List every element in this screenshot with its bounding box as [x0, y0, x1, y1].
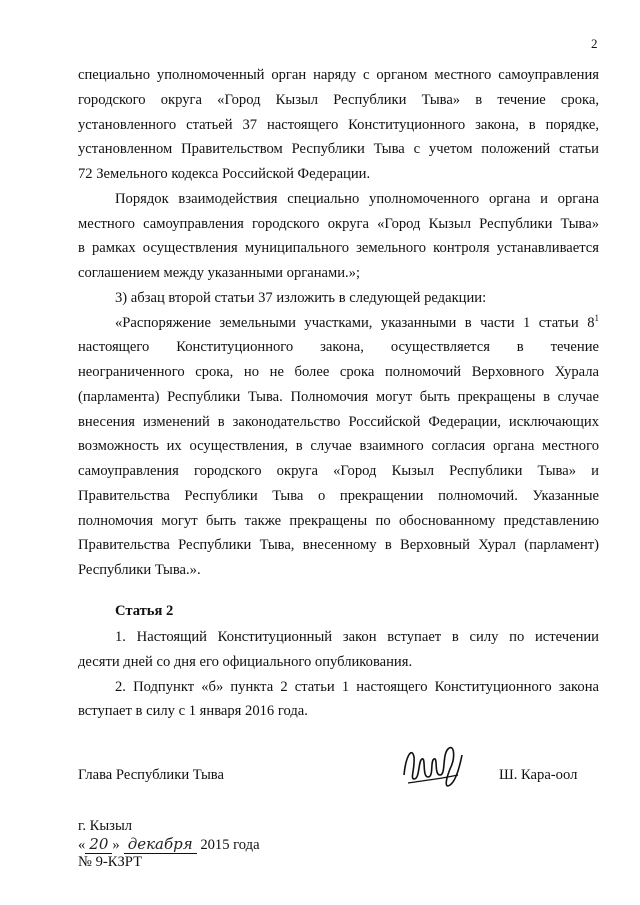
text-line	[78, 653, 599, 671]
law-number: № 9-КЗРТ	[78, 854, 142, 870]
text-line	[115, 314, 599, 332]
text-line	[78, 536, 599, 554]
line-text: 72 Земельного кодекса Российской Федерации.	[78, 166, 371, 182]
text-line	[78, 512, 599, 530]
line-text: Республики Тыва.».	[78, 562, 201, 578]
line-text: установленного статьей 37 настоящего Конституционного закона, в порядке,	[78, 116, 599, 133]
article-heading: Статья 2	[115, 603, 174, 619]
line-text: Правительства Республики Тыва, внесенному в Верховный Хурал (парламент)	[78, 537, 599, 554]
line-text: 1. Настоящий Конституционный закон вступает в силу по истечении	[115, 629, 599, 645]
line-text: местного самоуправления городского округа «Город Кызыл Республики Тыва»	[78, 215, 599, 232]
date-year: 2015 года	[200, 837, 260, 853]
date-open-quote: «	[78, 837, 86, 853]
line-text: Порядок взаимодействия специально уполномоченного органа и органа	[115, 190, 599, 207]
text-line	[78, 338, 599, 356]
line-text: 2. Подпункт «б» пункта 2 статьи 1 настоящего Конституционного закона	[115, 678, 599, 695]
line-text: полномочия могут быть также прекращены по обоснованному представлению	[78, 512, 599, 529]
line-text: (парламента) Республики Тыва. Полномочия могут быть прекращены в случае	[78, 388, 599, 405]
line-text: городского округа «Город Кызыл Республики Тыва» в течение срока,	[78, 91, 599, 108]
text-line	[78, 116, 599, 134]
city: г. Кызыл	[78, 818, 133, 834]
text-line	[78, 462, 599, 480]
date-close-quote: »	[112, 837, 120, 853]
text-line	[115, 678, 599, 696]
text-line	[78, 66, 599, 84]
line-text: в рамках осуществления муниципального земельного контроля устанавливается	[78, 240, 599, 257]
line-text: неограниченного срока, но не более срока полномочий Верховного Хурала	[78, 364, 599, 380]
signatory-position: Глава Республики Тыва	[78, 767, 224, 783]
text-line	[115, 628, 599, 646]
line-text: соглашением между указанными органами.»;	[78, 265, 361, 281]
text-line	[78, 140, 599, 158]
text-line	[78, 388, 599, 406]
text-line	[78, 363, 599, 381]
text-line	[78, 215, 599, 233]
text-line	[78, 239, 599, 257]
text-line	[115, 190, 599, 208]
line-text: 3) абзац второй статьи 37 изложить в следующей редакции:	[115, 289, 487, 306]
date	[78, 835, 260, 854]
line-text: самоуправления городского округа «Город Кызыл Республики Тыва» и	[78, 463, 599, 479]
text-line	[78, 561, 599, 579]
text-line	[78, 165, 599, 183]
date-day: 20	[85, 835, 112, 854]
text-line	[78, 413, 599, 431]
superscript: 1	[594, 312, 599, 323]
text-line	[78, 702, 599, 720]
text-line	[78, 91, 599, 109]
line-text: возможность их осуществления, в случае взаимного согласия органа местного	[78, 438, 599, 455]
page-number: 2	[591, 36, 598, 51]
line-text: десяти дней со дня его официального опубликования.	[78, 653, 413, 670]
line-text: установленном Правительством Республики Тыва с учетом положений статьи	[78, 141, 599, 158]
date-month: декабря	[124, 835, 197, 854]
text-line	[78, 437, 599, 455]
handwritten-signature	[400, 735, 468, 795]
line-text: Правительства Республики Тыва о прекращении полномочий. Указанные	[78, 487, 599, 504]
line-text: внесения изменений в законодательство Российской Федерации, исключающих	[78, 413, 599, 430]
line-text: настоящего Конституционного закона, осуществляется в течение	[78, 339, 599, 356]
text-line	[78, 264, 599, 282]
line-text: «Распоряжение земельными участками, указанными в части 1 статьи 8	[115, 314, 595, 331]
text-line	[78, 487, 599, 505]
line-text: специально уполномоченный орган наряду с органом местного самоуправления	[78, 67, 599, 83]
signatory-name: Ш. Кара-оол	[499, 767, 578, 783]
text-line	[115, 289, 599, 307]
line-text: вступает в силу с 1 января 2016 года.	[78, 703, 308, 720]
